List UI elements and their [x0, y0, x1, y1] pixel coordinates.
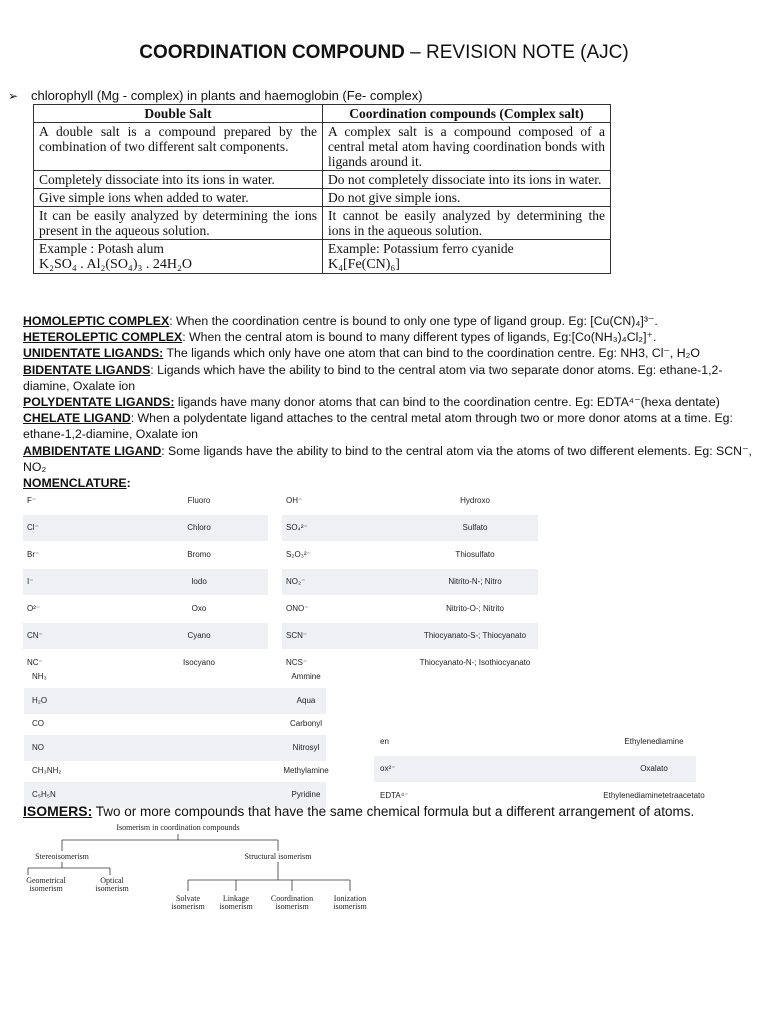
tree-linkage: Linkage	[222, 894, 250, 903]
ligand-name: Ethylenediamine	[624, 737, 684, 746]
nomenclature-row	[374, 756, 696, 782]
table-row	[34, 123, 611, 171]
ligand-name: Thiocyanato-S-; Thiocyanato	[423, 631, 527, 640]
tree-geometrical-sub: isomerism	[29, 884, 63, 893]
nomenclature-row	[282, 542, 538, 568]
ligand-formula: NO₂⁻	[286, 577, 306, 586]
ligand-formula: NC⁻	[27, 658, 43, 667]
table-cell: It can be easily analyzed by determining the ions present in the aqueous solution.	[34, 207, 323, 240]
formula-ferrocyanide: K₄[Fe(CN)₆]	[328, 257, 400, 272]
nomenclature-row	[24, 711, 326, 737]
def-chelate: CHELATE LIGAND: When a polydentate ligand attaches to the central metal atom through two or more donor atoms at a time. Eg: ethane-1,2-diamine, Oxalate ion	[23, 411, 733, 442]
nomenclature-row	[23, 515, 268, 541]
ligand-name: Pyridine	[291, 790, 321, 799]
ligand-formula: ONO⁻	[286, 604, 309, 613]
tree-solvate-sub: isomerism	[171, 902, 205, 911]
ligand-formula: I⁻	[27, 577, 34, 586]
nomenclature-row	[24, 735, 326, 761]
tree-stereoisomerism: Stereoisomerism	[35, 852, 89, 861]
nomenclature-row	[282, 596, 538, 622]
nomenclature-row	[282, 623, 538, 649]
table-cell: A double salt is a compound prepared by the combination of two different salt components.	[34, 123, 323, 171]
tree-ionization-sub: isomerism	[333, 902, 367, 911]
ligand-formula: NH₃	[32, 672, 47, 681]
table-header-row	[34, 105, 611, 123]
ligand-formula: CO	[32, 719, 44, 729]
tree-ionization: Ionization	[333, 894, 367, 903]
ligand-formula: ox²⁻	[380, 764, 396, 773]
ligand-formula: SO₄²⁻	[286, 523, 308, 532]
tree-coordination-sub: isomerism	[275, 902, 309, 911]
table-row	[34, 207, 611, 240]
table-cell: A complex salt is a compound composed of a central metal atom having coordination bonds with ligands around it.	[323, 123, 611, 171]
nomenclature-row	[374, 729, 696, 755]
ligand-formula: F⁻	[27, 496, 37, 505]
table-cell: Do not give simple ions.	[323, 189, 611, 207]
table-cell: It cannot be easily analyzed by determining the ions in the aqueous solution.	[323, 207, 611, 240]
ligand-formula: Cl⁻	[27, 523, 39, 532]
nomenclature-heading: NOMENCLATURE:	[23, 476, 131, 491]
nomenclature-row	[23, 623, 268, 649]
ligand-formula: H₂O	[32, 695, 48, 705]
ligand-name: Nitrosyl	[292, 742, 320, 752]
tree-root: Isomerism in coordination compounds	[116, 823, 240, 832]
table-row	[34, 240, 611, 274]
ligand-formula: SCN⁻	[286, 631, 308, 640]
ligand-formula: NO	[32, 742, 44, 752]
ligand-name: Bromo	[187, 550, 211, 559]
ligand-name: Ammine	[291, 672, 321, 681]
ligand-name: Oxo	[191, 604, 207, 613]
nomenclature-row	[24, 758, 329, 784]
ligand-formula: C₅H₅N	[32, 790, 56, 799]
table-row	[34, 189, 611, 207]
page-title: COORDINATION COMPOUND – REVISION NOTE (AJC)	[139, 42, 629, 63]
nomenclature-row	[282, 569, 538, 595]
table-cell: Example: Potassium ferro cyanide K₄[Fe(CN)₆]	[323, 240, 611, 274]
def-heteroleptic: HETEROLEPTIC COMPLEX: When the central atom is bound to many different types of ligands, Eg:[Co(NH₃)₄Cl₂]⁺.	[23, 330, 657, 345]
ligand-name: Chloro	[187, 523, 211, 532]
table-row	[34, 171, 611, 189]
ligand-name: Nitrito-O-; Nitrito	[446, 604, 504, 613]
ligand-name: Oxalato	[640, 764, 668, 773]
tree-linkage-sub: isomerism	[219, 902, 253, 911]
nomenclature-row	[23, 596, 268, 622]
ligand-formula: OH⁻	[286, 496, 303, 505]
nomenclature-row	[24, 664, 326, 690]
ligand-name: Iodo	[191, 577, 207, 586]
intro-text: chlorophyll (Mg - complex) in plants and haemoglobin (Fe- complex)	[31, 88, 423, 103]
ligand-formula: NCS⁻	[286, 658, 308, 667]
bullet-arrow-icon: ➢	[8, 89, 19, 103]
ligand-name: Nitrito-N-; Nitro	[448, 577, 502, 586]
tree-structural: Structural isomerism	[244, 852, 312, 861]
ligand-name: Isocyano	[182, 658, 216, 667]
def-homoleptic: HOMOLEPTIC COMPLEX: When the coordination centre is bound to only one type of ligand group. Eg: [Cu(CN)₄]³⁻.	[23, 314, 658, 328]
ligand-name: Thiocyanato-N-; Isothiocyanato	[419, 658, 531, 667]
isomers-definition: ISOMERS: Two or more compounds that have the same chemical formula but a different arrangement of atoms.	[23, 803, 695, 819]
ligand-formula: CH₃NH₂	[32, 766, 62, 776]
nomenclature-row	[24, 688, 326, 714]
table-cell: Completely dissociate into its ions in water.	[34, 171, 323, 189]
ligand-name: Fluoro	[187, 496, 211, 505]
ligand-name: Carbonyl	[289, 719, 323, 729]
ligand-name: Ethylenediaminetetraacetato	[603, 791, 705, 800]
def-bidentate: BIDENTATE LIGANDS: Ligands which have the ability to bind to the central atom via two separate donor atoms. Eg: ethane-1,2-diamine, Oxalate ion	[23, 362, 723, 393]
tree-optical-sub: isomerism	[95, 884, 129, 893]
comparison-table	[33, 104, 611, 274]
ligand-formula: EDTA⁴⁻	[380, 791, 409, 800]
ligand-name: Methylamine	[283, 766, 329, 776]
ligand-formula: Br⁻	[27, 550, 40, 559]
def-unidentate: UNIDENTATE LIGANDS: The ligands which only have one atom that can bind to the coordination centre. Eg: NH3, Cl⁻, H₂O	[23, 346, 700, 361]
tree-optical: Optical	[100, 876, 124, 885]
table-cell: Example : Potash alum K₂SO₄ . Al₂(SO₄)₃ . 24H₂O	[34, 240, 323, 274]
ligand-name: Aqua	[296, 695, 316, 705]
nomenclature-row	[23, 569, 268, 595]
header-complex-salt: Coordination compounds (Complex salt)	[323, 105, 611, 123]
definitions	[23, 313, 753, 491]
ligand-formula: S₂O₃²⁻	[286, 550, 311, 559]
ligand-formula: O²⁻	[27, 604, 41, 613]
header-double-salt: Double Salt	[34, 105, 323, 123]
ligand-name: Thiosulfato	[455, 550, 495, 559]
tree-coordination: Coordination	[270, 894, 314, 903]
nomenclature-row	[282, 515, 538, 541]
ligand-name: Sulfato	[462, 523, 488, 532]
formula-potash-alum: K₂SO₄ . Al₂(SO₄)₃ . 24H₂O	[39, 257, 192, 272]
ligand-formula: CN⁻	[27, 631, 43, 640]
tree-geometrical: Geometrical	[26, 876, 66, 885]
def-ambidentate: AMBIDENTATE LIGAND: Some ligands have the ability to bind to the central atom via the atoms of two different elements. Eg: SCN⁻, NO₂	[23, 443, 752, 474]
tree-solvate: Solvate	[176, 894, 200, 903]
table-cell: Do not completely dissociate into its ions in water.	[323, 171, 611, 189]
ligand-name: Cyano	[187, 631, 211, 640]
nomenclature-row	[23, 542, 268, 568]
def-polydentate: POLYDENTATE LIGANDS: ligands have many donor atoms that can bind to the coordination centre. Eg: EDTA⁴⁻(hexa dentate)	[23, 395, 720, 410]
ligand-formula: en	[380, 737, 389, 746]
nomenclature-row	[23, 488, 268, 514]
nomenclature-row	[282, 488, 538, 514]
isomerism-tree-diagram	[20, 820, 380, 920]
table-cell: Give simple ions when added to water.	[34, 189, 323, 207]
ligand-name: Hydroxo	[460, 496, 490, 505]
